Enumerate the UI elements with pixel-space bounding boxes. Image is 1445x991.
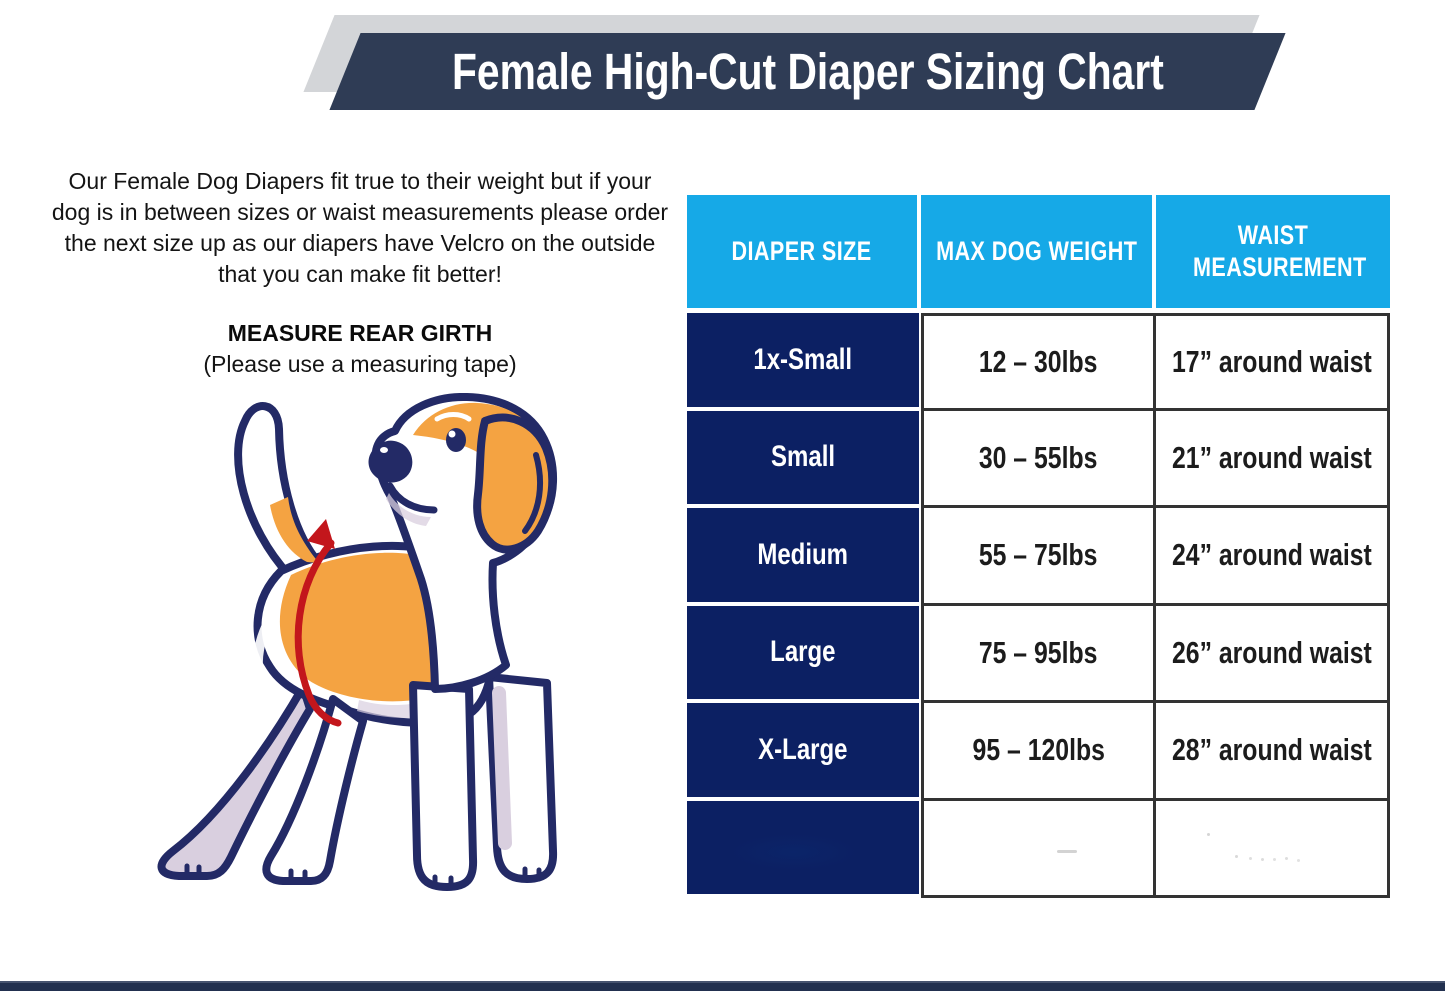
waist-cell: 21” around waist (1156, 411, 1390, 509)
header-waist-measurement: WAIST MEASUREMENT (1156, 195, 1390, 313)
weight-cell: 95 – 120lbs (921, 703, 1156, 801)
waist-cell-erased (1156, 801, 1390, 899)
size-cell: X-Large (687, 703, 921, 801)
weight-cell: 12 – 30lbs (921, 313, 1156, 411)
erased-text-remnant (1235, 855, 1238, 858)
waist-cell: 26” around waist (1156, 606, 1390, 704)
weight-cell: 55 – 75lbs (921, 508, 1156, 606)
erased-text-remnant (687, 801, 919, 895)
size-cell: Small (687, 411, 921, 509)
size-cell: 1x-Small (687, 313, 921, 411)
weight-cell-erased (921, 801, 1156, 899)
header-max-dog-weight: MAX DOG WEIGHT (921, 195, 1156, 313)
header-diaper-size: DIAPER SIZE (687, 195, 921, 313)
size-cell-erased (687, 801, 921, 899)
size-cell: Medium (687, 508, 921, 606)
footer-bar (0, 981, 1445, 991)
size-cell: Large (687, 606, 921, 704)
erased-text-remnant (1057, 850, 1077, 853)
beagle-illustration (95, 393, 605, 908)
waist-cell: 17” around waist (1156, 313, 1390, 411)
sizing-table (687, 195, 1390, 898)
waist-cell: 24” around waist (1156, 508, 1390, 606)
waist-cell: 28” around waist (1156, 703, 1390, 801)
measure-subheading: (Please use a measuring tape) (203, 351, 517, 377)
weight-cell: 30 – 55lbs (921, 411, 1156, 509)
page-title (345, 33, 1270, 110)
measure-heading: MEASURE REAR GIRTH (227, 320, 493, 346)
weight-cell: 75 – 95lbs (921, 606, 1156, 704)
intro-paragraph: Our Female Dog Diapers fit true to their weight but if your dog is in between sizes or waist measurements please order the next size up as our diapers have Velcro on the outside that you can make fit better! (51, 168, 669, 287)
page-title-text: Female High-Cut Diaper Sizing Chart (451, 43, 1164, 100)
